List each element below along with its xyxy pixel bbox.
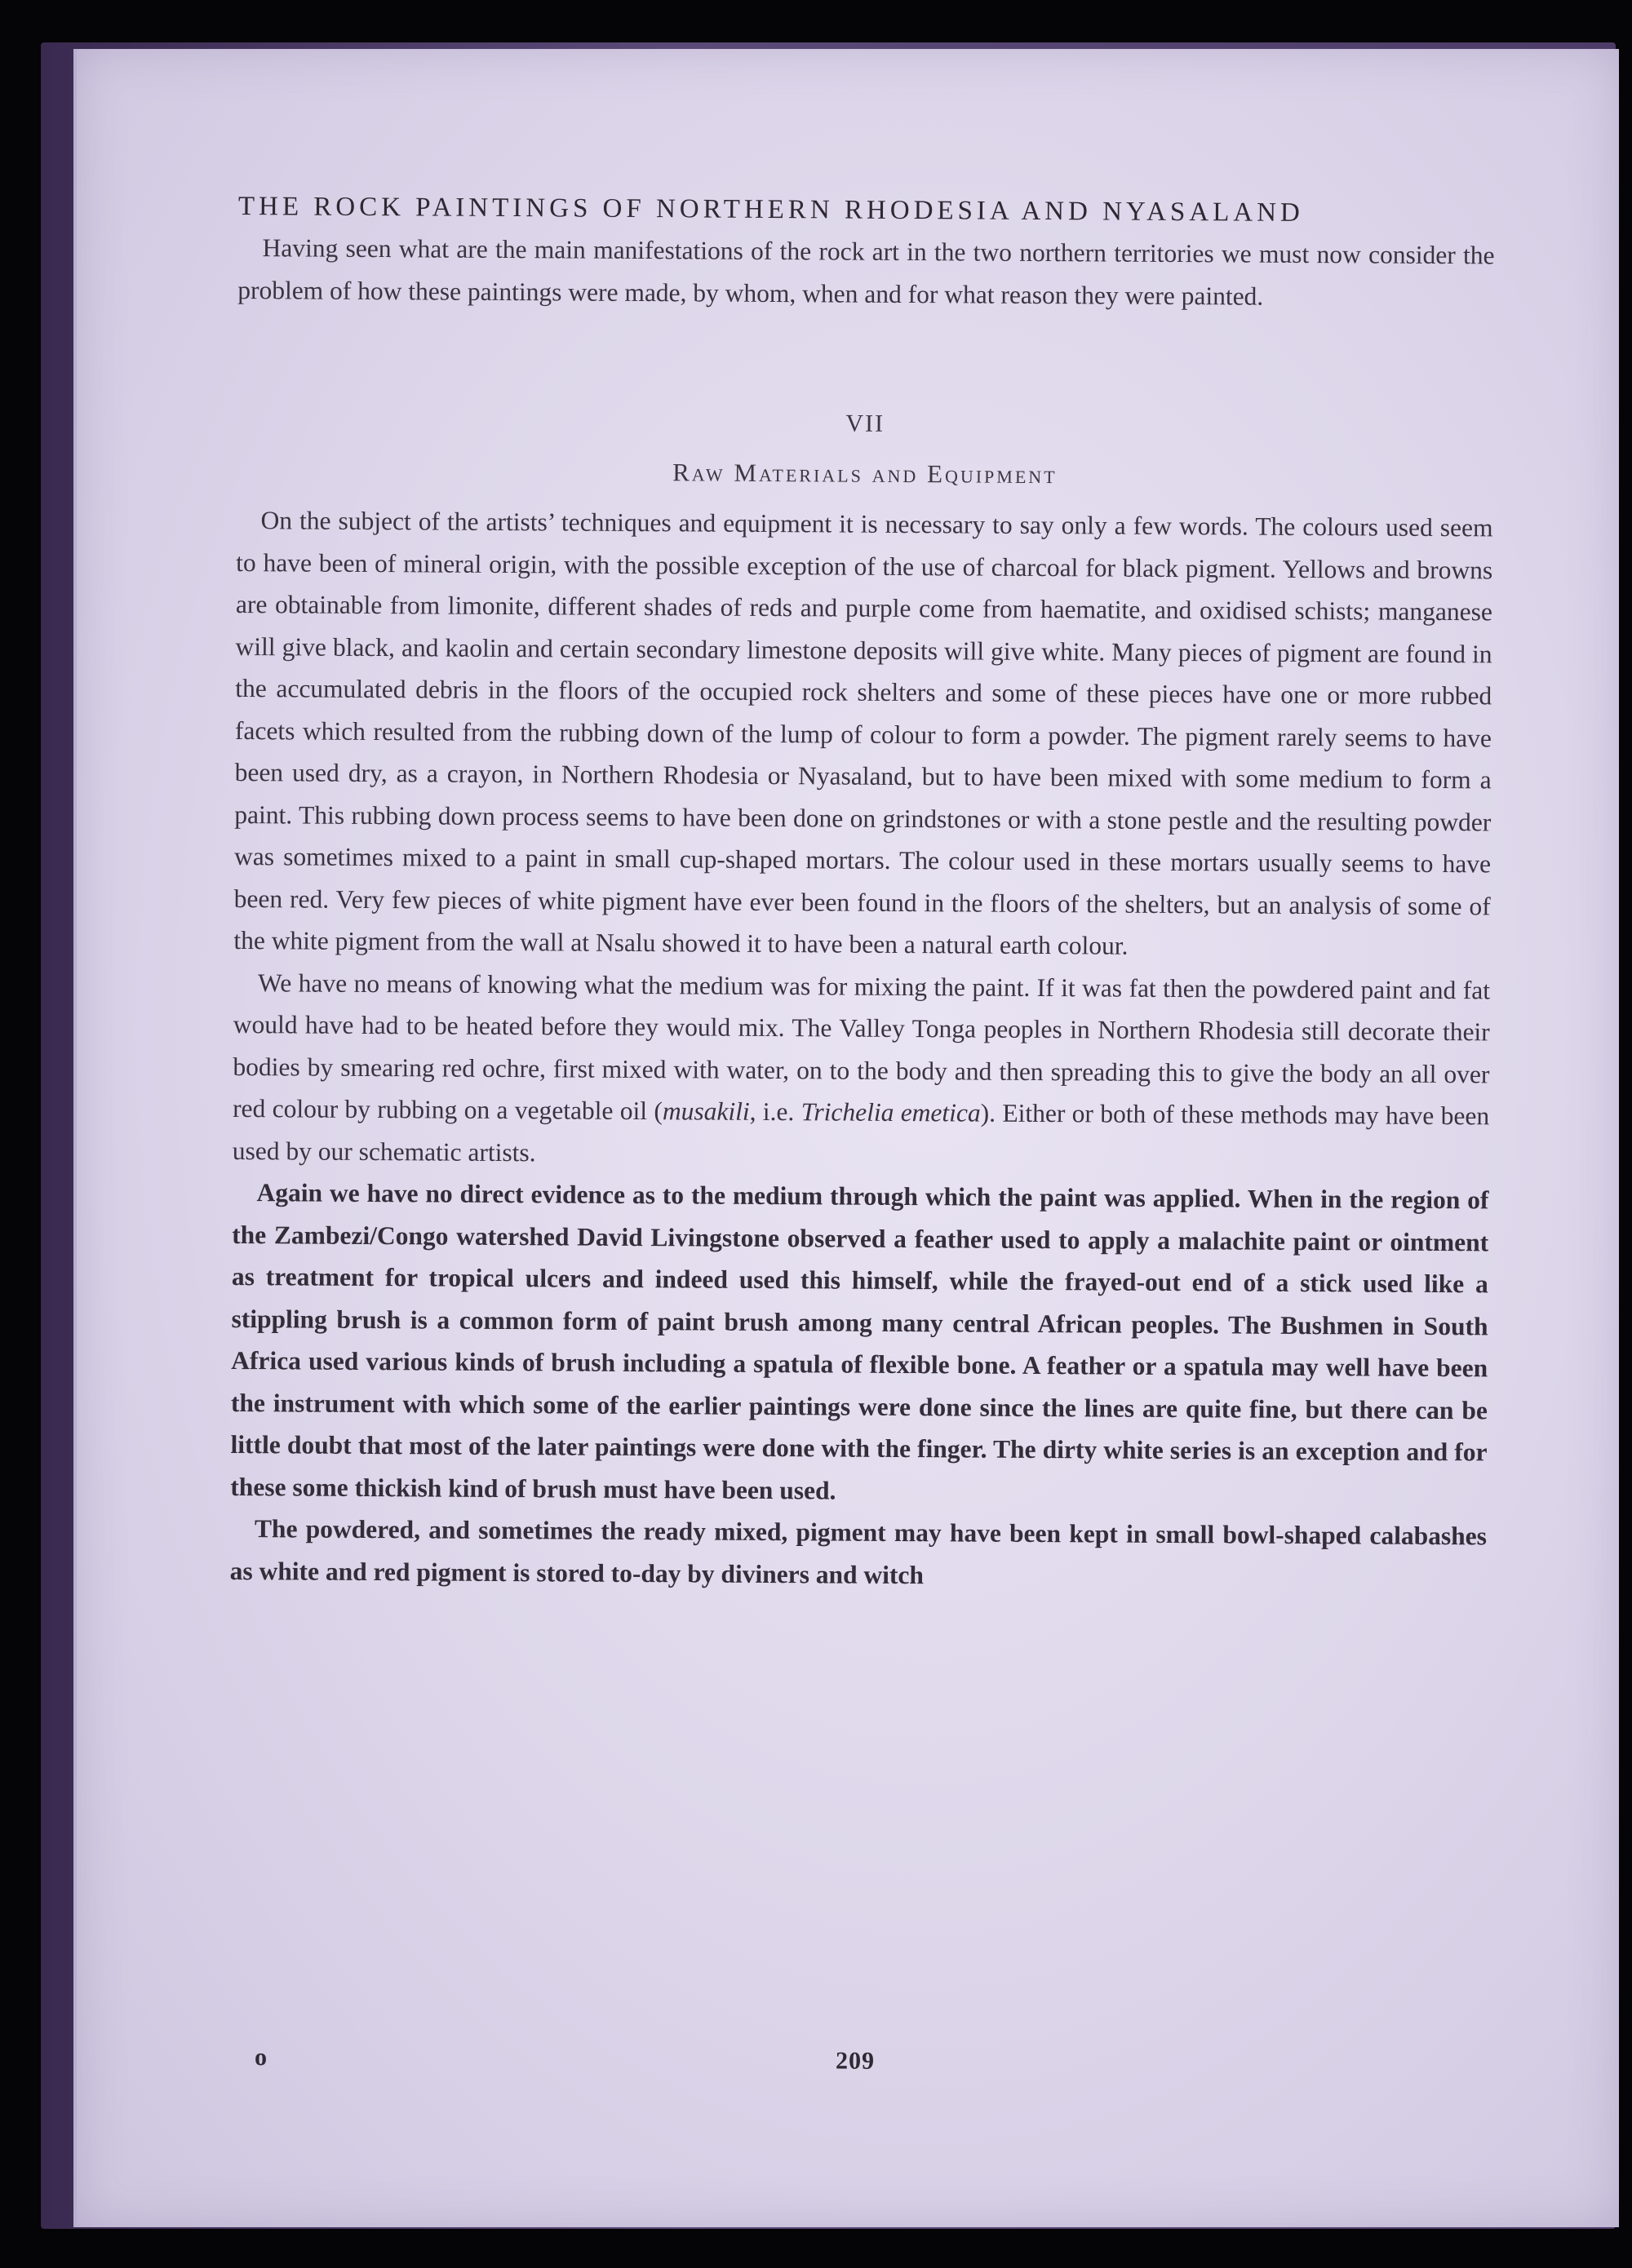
page-number: 209 bbox=[835, 2047, 876, 2075]
paragraph-medium-text-3: ). Either or both of these methods may have been used by our schematic artists. bbox=[232, 1098, 1490, 1167]
signature-mark: o bbox=[254, 2044, 268, 2071]
chapter-number: VII bbox=[845, 410, 885, 437]
chapter-title: Raw Materials and Equipment bbox=[672, 458, 1058, 489]
intro-paragraph: Having seen what are the main manifestations of the rock art in the two northern territories we must now consider the problem of how these paintings were made, by whom, when and for what reason they were painted. bbox=[237, 233, 1495, 311]
term-musakili: musakili bbox=[662, 1096, 750, 1126]
paragraph-storage: The powdered, and sometimes the ready mixed, pigment may have been kept in small bowl-shaped calabashes as white and red pigment is stored to-day by diviners and witch bbox=[229, 1514, 1488, 1589]
running-head: THE ROCK PAINTINGS OF NORTHERN RHODESIA AND NYASALAND bbox=[237, 192, 1304, 228]
paragraph-pigments: On the subject of the artists’ techniques and equipment it is necessary to say only a few words. The colours used seem to have been of mineral origin, with the possible exception of the use of charcoal for black pigment. Yellows and browns are obtainable from limonite, different shades of reds and purple come from haematite, and oxidised schists; manganese will give black, and kaolin and certain secondary limestone deposits will give white. Many pieces of pigment are found in the accumulated debris in the floors of the occupied rock shelters and some of these pieces have one or more rubbed facets which resulted from the rubbing down of the lump of colour to form a powder. The pigment rarely seems to have been used dry, as a crayon, in Northern Rhodesia or Nyasaland, but to have been mixed with some medium to form a paint. This rubbing down process seems to have been done on grindstones or with a stone pestle and the resulting powder was sometimes mixed to a paint in small cup-shaped mortars. The colour used in these mortars usually seems to have been red. Very few pieces of white pigment have ever been found in the floors of the shelters, but an analysis of some of the white pigment from the wall at Nsalu showed it to have been a natural earth colour. bbox=[233, 506, 1493, 960]
term-trichelia-emetica: Trichelia emetica bbox=[800, 1097, 981, 1127]
paragraph-medium bbox=[233, 961, 1491, 1179]
paragraph-medium-text-2: , i.e. bbox=[749, 1096, 801, 1127]
paragraph-application: Again we have no direct evidence as to the medium through which the paint was applied. When in the region of the Zambezi/Congo watershed David Livingstone observed a feather used to apply a malachite paint or ointment as treatment for tropical ulcers and indeed used this himself, while the frayed-out end of a stick used like a stippling brush is a common form of paint brush among many central African peoples. The Bushmen in South Africa used various kinds of brush including a spatula of flexible bone. A feather or a spatula may well have been the instrument with which some of the earlier paintings were done since the lines are quite fine, but there can be little doubt that most of the later paintings were done with the finger. The dirty white series is an exception and for these some thickish kind of brush must have been used. bbox=[230, 1178, 1489, 1505]
paragraph-medium-text-1: We have no means of knowing what the medium was for mixing the paint. If it was fat then the powdered paint and fat would have had to be heated before they would mix. The Valley Tonga peoples in Northern Rhodesia still decorate their bodies by smearing red ochre, first mixed with water, on to the body and then spreading this to give the body an all over red colour by rubbing on a vegetable oil ( bbox=[233, 968, 1491, 1126]
page-content bbox=[229, 192, 1495, 2075]
